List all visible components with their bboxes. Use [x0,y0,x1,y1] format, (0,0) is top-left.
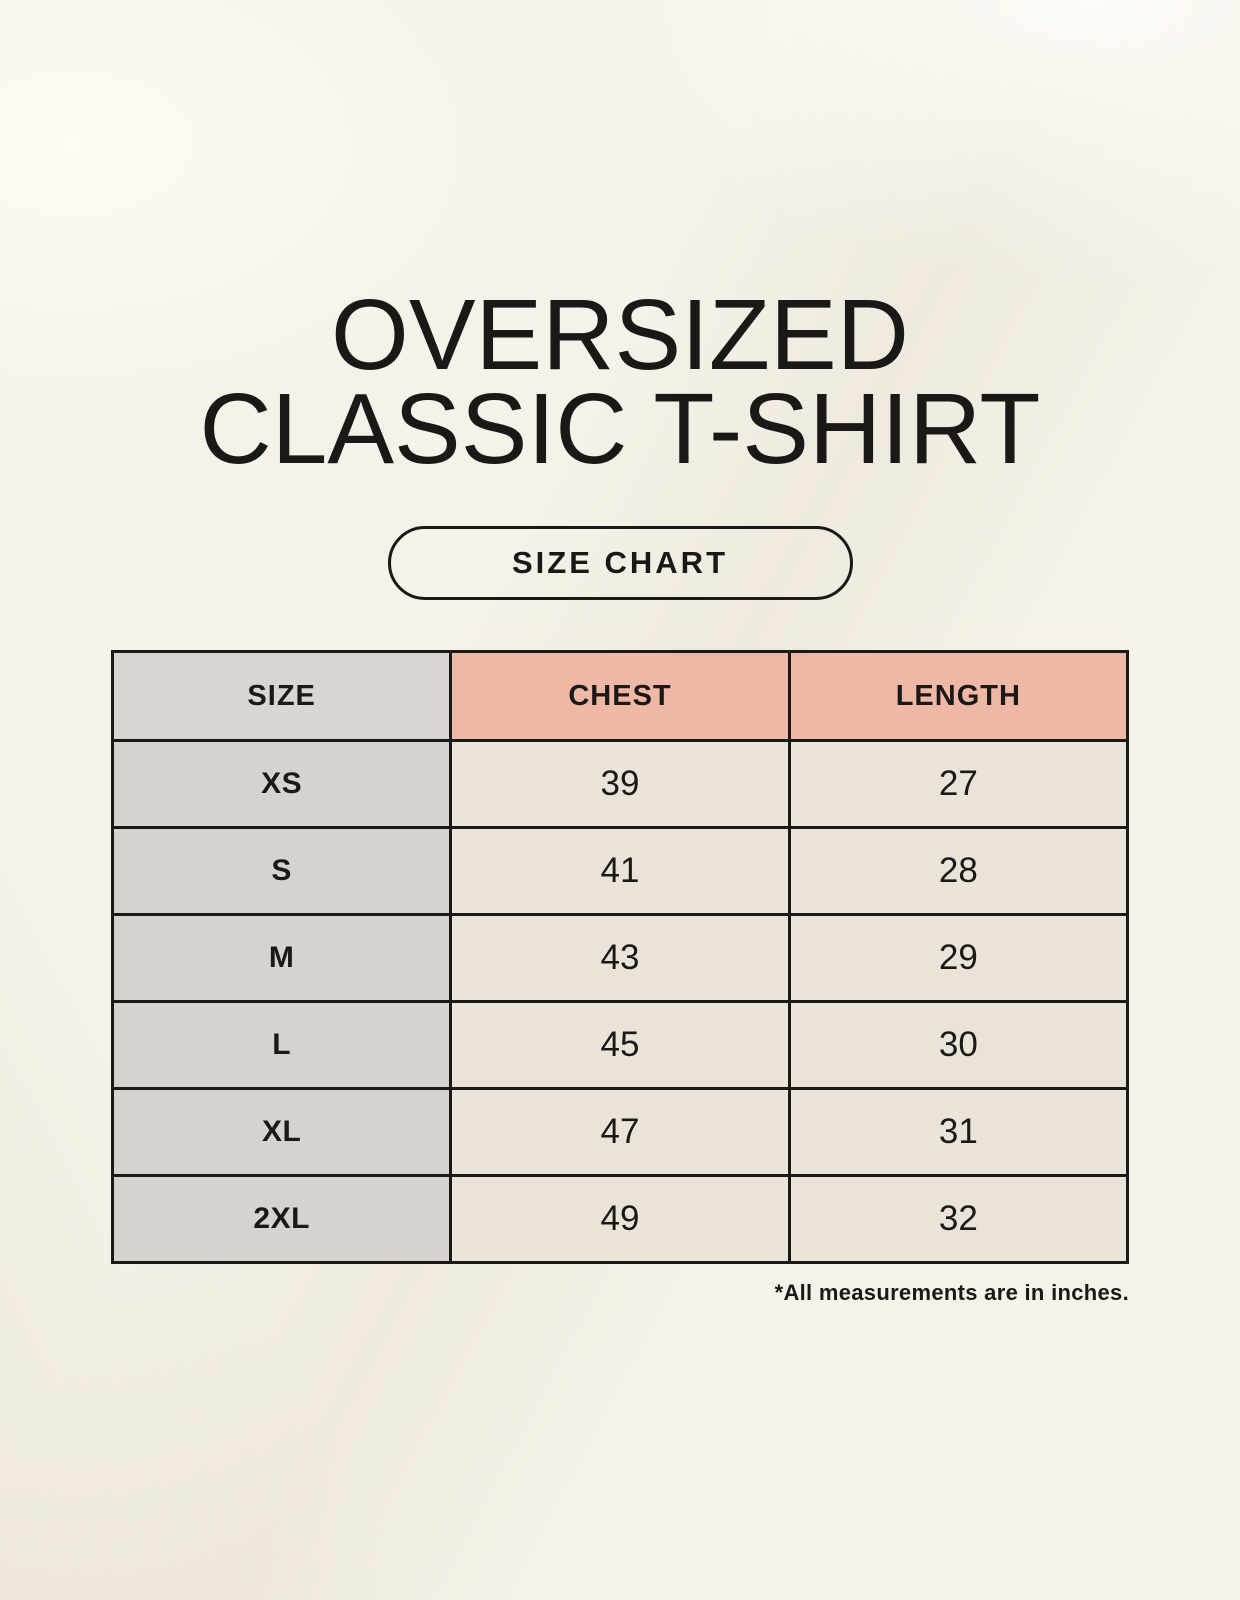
length-cell: 32 [789,1176,1127,1263]
chest-cell: 47 [451,1089,789,1176]
size-cell: S [113,828,451,915]
size-cell: XS [113,741,451,828]
length-cell: 31 [789,1089,1127,1176]
size-cell: XL [113,1089,451,1176]
chest-cell: 39 [451,741,789,828]
size-cell: M [113,915,451,1002]
length-cell: 30 [789,1002,1127,1089]
header-cell-size: SIZE [113,652,451,741]
page-title-line1: OVERSIZED [331,279,909,391]
chest-cell: 41 [451,828,789,915]
size-cell: L [113,1002,451,1089]
size-table-header [113,652,1128,741]
header-cell-length: LENGTH [789,652,1127,741]
table-row [113,828,1128,915]
length-cell: 29 [789,915,1127,1002]
size-table [111,650,1129,1264]
table-row [113,1089,1128,1176]
measurements-footnote: *All measurements are in inches. [774,1280,1129,1305]
size-cell: 2XL [113,1176,451,1263]
length-cell: 28 [789,828,1127,915]
table-row [113,1002,1128,1089]
page-title [0,0,1240,485]
chest-cell: 43 [451,915,789,1002]
table-row [113,1176,1128,1263]
page-title-line2: CLASSIC T-SHIRT [199,373,1041,485]
chest-cell: 49 [451,1176,789,1263]
table-row [113,915,1128,1002]
table-row [113,741,1128,828]
header-cell-chest: CHEST [451,652,789,741]
header-row [113,652,1128,741]
chest-cell: 45 [451,1002,789,1089]
length-cell: 27 [789,741,1127,828]
size-chart-badge[interactable]: SIZE CHART [388,526,853,600]
size-table-body [113,741,1128,1263]
